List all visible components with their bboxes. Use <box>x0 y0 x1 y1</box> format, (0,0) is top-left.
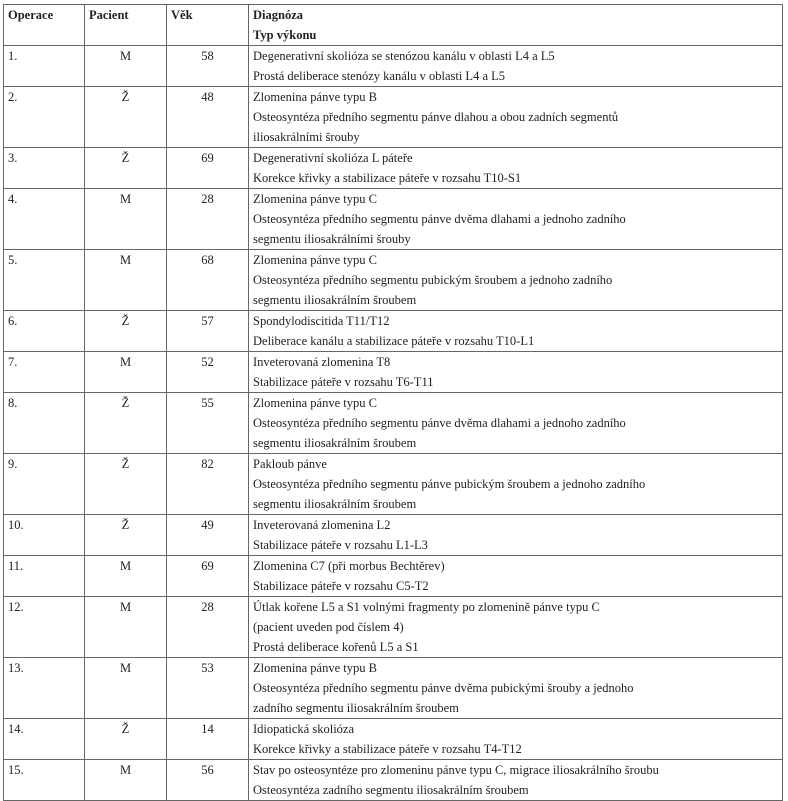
cell-operace: 9. <box>4 454 85 515</box>
table-row <box>4 189 783 250</box>
procedure-line: Stabilizace páteře v rozsahu C5-T2 <box>253 579 429 593</box>
diagnosis-line: Inveterovaná zlomenina L2 <box>253 518 391 532</box>
table-row <box>4 250 783 311</box>
cell-diagnoza <box>249 719 783 760</box>
cell-vek: 14 <box>167 719 249 760</box>
cell-pacient: Ž <box>85 719 167 760</box>
cell-vek: 57 <box>167 311 249 352</box>
cell-operace: 12. <box>4 597 85 658</box>
table-row <box>4 311 783 352</box>
cell-diagnoza <box>249 658 783 719</box>
diagnosis-line: Zlomenina pánve typu B <box>253 661 377 675</box>
cell-diagnoza <box>249 46 783 87</box>
cell-operace: 1. <box>4 46 85 87</box>
cell-diagnoza <box>249 250 783 311</box>
cell-operace: 7. <box>4 352 85 393</box>
procedure-line: Osteosyntéza předního segmentu pánve dvěma dlahami a jednoho zadního <box>253 416 626 430</box>
table-body <box>4 46 783 801</box>
diagnosis-line: Degenerativní skolióza se stenózou kanálu v oblasti L4 a L5 <box>253 49 555 63</box>
table-row <box>4 658 783 719</box>
diagnosis-line: Zlomenina pánve typu C <box>253 253 377 267</box>
procedure-line: segmentu iliosakrálním šroubem <box>253 436 417 450</box>
cell-diagnoza <box>249 352 783 393</box>
diagnosis-line: Inveterovaná zlomenina T8 <box>253 355 391 369</box>
procedure-line: Deliberace kanálu a stabilizace páteře v rozsahu T10-L1 <box>253 334 535 348</box>
procedure-line: Osteosyntéza zadního segmentu iliosakrálním šroubem <box>253 783 529 797</box>
procedure-line: Osteosyntéza předního segmentu pubickým šroubem a jednoho zadního <box>253 273 613 287</box>
cell-vek: 69 <box>167 148 249 189</box>
cell-pacient: M <box>85 250 167 311</box>
cell-diagnoza <box>249 454 783 515</box>
cell-diagnoza <box>249 148 783 189</box>
procedure-line: Osteosyntéza předního segmentu pánve dvěma pubickými šrouby a jednoho <box>253 681 634 695</box>
header-diagnoza-label: Diagnóza <box>253 8 303 22</box>
cell-diagnoza <box>249 87 783 148</box>
procedure-line: zadního segmentu iliosakrálním šroubem <box>253 701 459 715</box>
table-row <box>4 148 783 189</box>
table-row <box>4 719 783 760</box>
cell-vek: 52 <box>167 352 249 393</box>
procedure-line: segmentu iliosakrálním šroubem <box>253 293 417 307</box>
cell-vek: 28 <box>167 597 249 658</box>
cell-operace: 15. <box>4 760 85 801</box>
cell-diagnoza <box>249 189 783 250</box>
table-row <box>4 597 783 658</box>
cell-pacient: Ž <box>85 454 167 515</box>
table-header <box>4 5 783 46</box>
table-row <box>4 46 783 87</box>
cell-vek: 56 <box>167 760 249 801</box>
cell-vek: 28 <box>167 189 249 250</box>
cell-vek: 48 <box>167 87 249 148</box>
cell-operace: 4. <box>4 189 85 250</box>
diagnosis-line: Degenerativní skolióza L páteře <box>253 151 413 165</box>
procedure-line: Osteosyntéza předního segmentu pánve dlahou a obou zadních segmentů <box>253 110 619 124</box>
procedure-line: Osteosyntéza předního segmentu pánve dvěma dlahami a jednoho zadního <box>253 212 626 226</box>
cell-vek: 69 <box>167 556 249 597</box>
cell-operace: 6. <box>4 311 85 352</box>
cell-pacient: M <box>85 189 167 250</box>
cell-pacient: M <box>85 46 167 87</box>
header-diagnoza <box>249 5 783 46</box>
cell-operace: 5. <box>4 250 85 311</box>
cell-vek: 58 <box>167 46 249 87</box>
cell-diagnoza <box>249 597 783 658</box>
cell-pacient: Ž <box>85 87 167 148</box>
diagnosis-line: Zlomenina C7 (při morbus Bechtěrev) <box>253 559 445 573</box>
procedure-line: segmentu iliosakrálními šrouby <box>253 232 411 246</box>
procedure-line: Korekce křivky a stabilizace páteře v rozsahu T4-T12 <box>253 742 522 756</box>
cell-operace: 11. <box>4 556 85 597</box>
header-typ-vykonu-label: Typ výkonu <box>253 28 317 42</box>
header-vek: Věk <box>167 5 249 46</box>
procedure-line: Osteosyntéza předního segmentu pánve pubickým šroubem a jednoho zadního <box>253 477 646 491</box>
table-row <box>4 393 783 454</box>
cell-diagnoza <box>249 393 783 454</box>
diagnosis-line: Zlomenina pánve typu B <box>253 90 377 104</box>
diagnosis-line: Zlomenina pánve typu C <box>253 396 377 410</box>
cell-pacient: Ž <box>85 148 167 189</box>
cell-operace: 3. <box>4 148 85 189</box>
table-row <box>4 87 783 148</box>
cell-vek: 68 <box>167 250 249 311</box>
cell-vek: 53 <box>167 658 249 719</box>
cell-pacient: Ž <box>85 515 167 556</box>
cell-vek: 82 <box>167 454 249 515</box>
table-row <box>4 454 783 515</box>
cell-diagnoza <box>249 515 783 556</box>
cell-pacient: M <box>85 352 167 393</box>
header-pacient: Pacient <box>85 5 167 46</box>
cell-operace: 13. <box>4 658 85 719</box>
procedure-line: (pacient uveden pod číslem 4) <box>253 620 404 634</box>
procedure-line: Stabilizace páteře v rozsahu T6-T11 <box>253 375 434 389</box>
cell-vek: 49 <box>167 515 249 556</box>
table-row <box>4 515 783 556</box>
table-row <box>4 760 783 801</box>
header-row <box>4 5 783 46</box>
cell-operace: 8. <box>4 393 85 454</box>
cell-operace: 2. <box>4 87 85 148</box>
cell-pacient: M <box>85 597 167 658</box>
cell-diagnoza <box>249 556 783 597</box>
cell-pacient: Ž <box>85 311 167 352</box>
procedure-line: Stabilizace páteře v rozsahu L1-L3 <box>253 538 428 552</box>
cell-diagnoza <box>249 760 783 801</box>
diagnosis-line: Stav po osteosyntéze pro zlomeninu pánve typu C, migrace iliosakrálního šroubu <box>253 763 659 777</box>
cell-pacient: Ž <box>85 393 167 454</box>
diagnosis-line: Pakloub pánve <box>253 457 327 471</box>
cell-vek: 55 <box>167 393 249 454</box>
diagnosis-line: Spondylodiscitida T11/T12 <box>253 314 390 328</box>
header-operace: Operace <box>4 5 85 46</box>
diagnosis-line: Útlak kořene L5 a S1 volnými fragmenty po zlomenině pánve typu C <box>253 600 600 614</box>
cell-diagnoza <box>249 311 783 352</box>
cell-pacient: M <box>85 760 167 801</box>
procedure-line: Prostá deliberace kořenů L5 a S1 <box>253 640 419 654</box>
diagnosis-line: Zlomenina pánve typu C <box>253 192 377 206</box>
table-row <box>4 352 783 393</box>
procedure-line: Prostá deliberace stenózy kanálu v oblasti L4 a L5 <box>253 69 506 83</box>
procedure-line: segmentu iliosakrálním šroubem <box>253 497 417 511</box>
cell-operace: 14. <box>4 719 85 760</box>
cell-pacient: M <box>85 658 167 719</box>
cell-pacient: M <box>85 556 167 597</box>
table-row <box>4 556 783 597</box>
diagnosis-line: Idiopatická skolióza <box>253 722 355 736</box>
cell-operace: 10. <box>4 515 85 556</box>
procedure-line: Korekce křivky a stabilizace páteře v rozsahu T10-S1 <box>253 171 522 185</box>
operations-table <box>3 4 783 801</box>
procedure-line: iliosakrálními šrouby <box>253 130 360 144</box>
